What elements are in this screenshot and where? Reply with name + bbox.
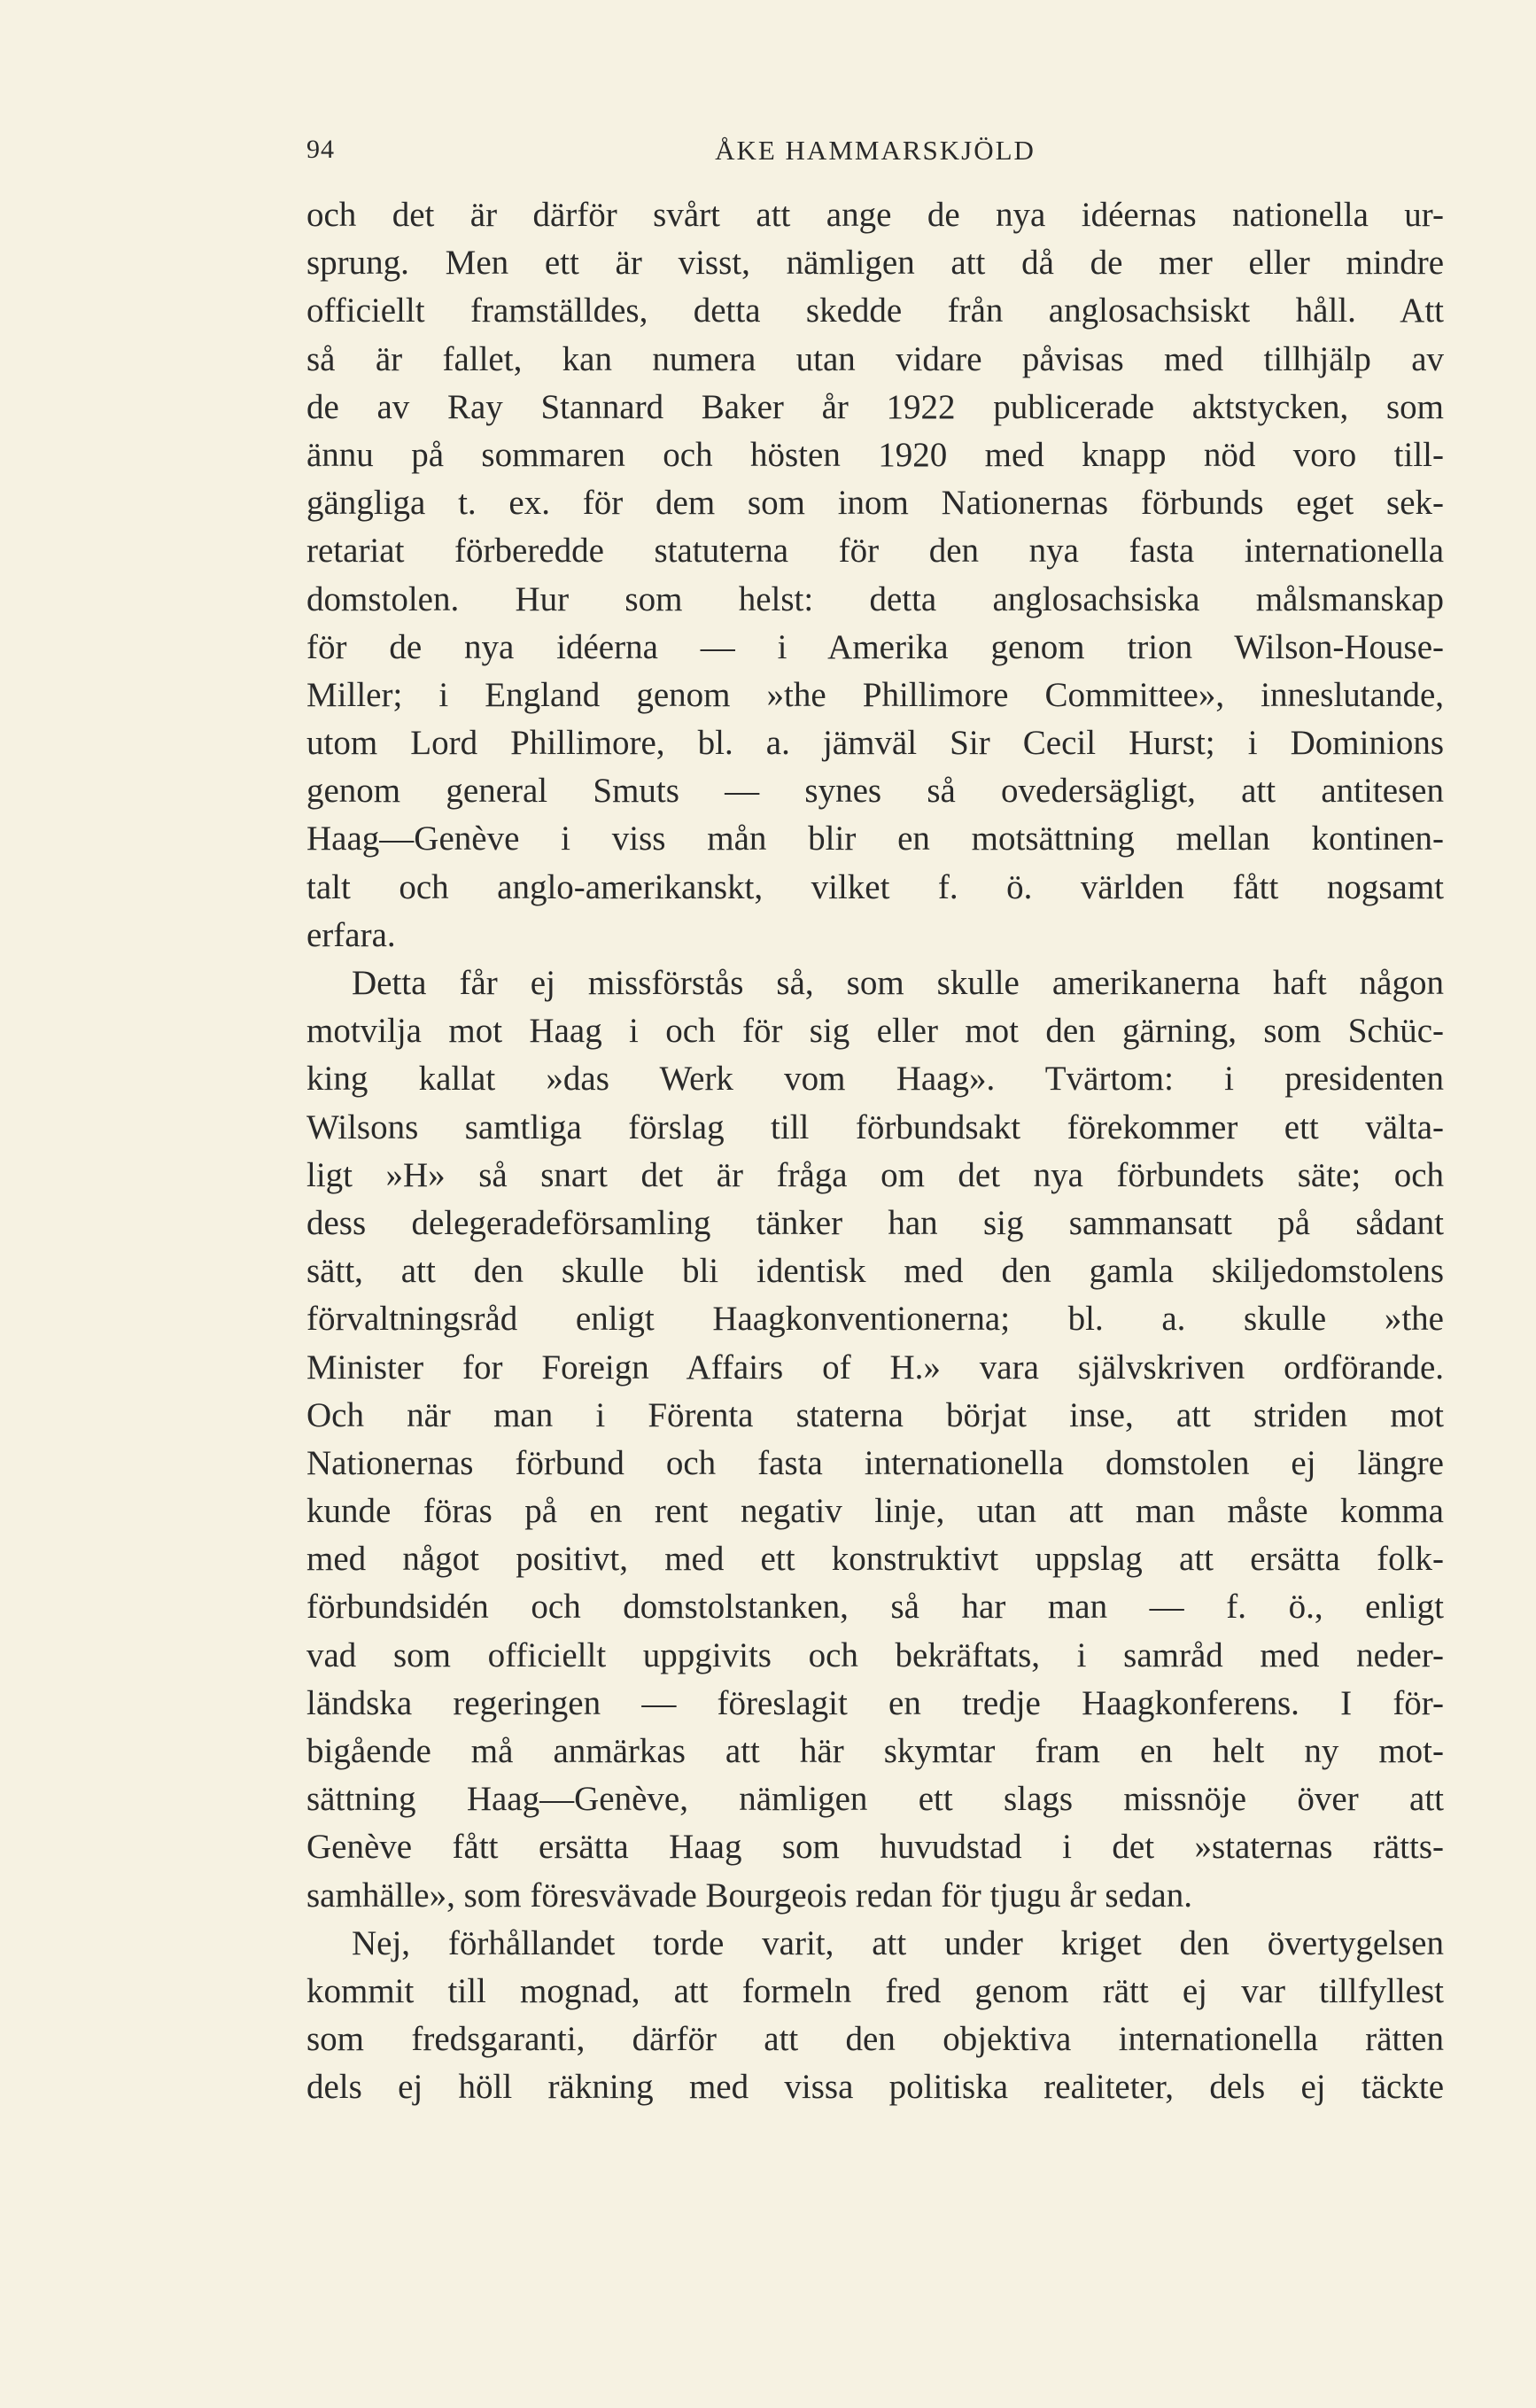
text-line: ännu på sommaren och hösten 1920 med knapp nöd voro till- xyxy=(306,435,1444,474)
text-line: retariat förberedde statuterna för den nya fasta internationella xyxy=(306,532,1444,571)
text-line: Och när man i Förenta staterna börjat inse, att striden mot xyxy=(306,1395,1444,1434)
text-line: Miller; i England genom »the Phillimore Committee», inneslutande, xyxy=(306,675,1444,714)
text-line: vad som officiellt uppgivits och bekräftats, i samråd med neder- xyxy=(306,1635,1444,1674)
text-line: som fredsgaranti, därför att den objektiva internationella rätten xyxy=(306,2020,1444,2059)
text-line: Nationernas förbund och fasta internationella domstolen ej längre xyxy=(306,1443,1444,1482)
text-line: ligt »H» så snart det är fråga om det nya förbundets säte; och xyxy=(306,1155,1444,1194)
text-line: Minister for Foreign Affairs of H.» vara självskriven ordförande. xyxy=(306,1348,1444,1387)
text-line: Detta får ej missförstås så, som skulle amerikanerna haft någon xyxy=(352,964,1444,1002)
text-line: erfara. xyxy=(306,915,396,954)
text-line: genom general Smuts — synes så ovedersägligt, att antitesen xyxy=(306,772,1444,811)
page-header xyxy=(306,135,1444,174)
text-line: dess delegeradeförsamling tänker han sig sammansatt på sådant xyxy=(306,1203,1444,1242)
text-line: de av Ray Stannard Baker år 1922 publicerade aktstycken, som xyxy=(306,387,1444,426)
text-line: Haag—Genève i viss mån blir en motsättning mellan kontinen- xyxy=(306,819,1444,858)
text-line: talt och anglo-amerikanskt, vilket f. ö. världen fått nogsamt xyxy=(306,867,1444,906)
text-line: domstolen. Hur som helst: detta anglosachsiska målsmanskap xyxy=(306,579,1444,618)
text-line: king kallat »das Werk vom Haag». Tvärtom: i presidenten xyxy=(306,1060,1444,1099)
text-line: motvilja mot Haag i och för sig eller mot den gärning, som Schüc- xyxy=(306,1012,1444,1051)
text-line: Wilsons samtliga förslag till förbundsakt förekommer ett välta- xyxy=(306,1107,1444,1146)
text-line: officiellt framställdes, detta skedde från anglosachsiskt håll. Att xyxy=(306,291,1444,330)
text-line: sätt, att den skulle bli identisk med den gamla skiljedomstolens xyxy=(306,1252,1444,1291)
text-line: förbundsidén och domstolstanken, så har man — f. ö., enligt xyxy=(306,1588,1444,1627)
text-line: och det är därför svårt att ange de nya idéernas nationella ur- xyxy=(306,196,1444,234)
text-line: Nej, förhållandet torde varit, att under kriget den övertygelsen xyxy=(352,1923,1444,1962)
text-line: gängliga t. ex. för dem som inom Nationernas förbunds eget sek- xyxy=(306,484,1444,523)
body-text xyxy=(306,191,1444,2112)
text-line: sättning Haag—Genève, nämligen ett slags missnöje över att xyxy=(306,1780,1444,1819)
text-line: samhälle», som föresvävade Bourgeois redan för tjugu år sedan. xyxy=(306,1876,1192,1915)
text-line: kunde föras på en rent negativ linje, utan att man måste komma xyxy=(306,1492,1444,1531)
page-number: 94 xyxy=(306,135,335,164)
text-line: dels ej höll räkning med vissa politiska realiteter, dels ej täckte xyxy=(306,2068,1444,2107)
text-line: Genève fått ersätta Haag som huvudstad i det »staternas rätts- xyxy=(306,1828,1444,1867)
text-line: kommit till mognad, att formeln fred genom rätt ej var tillfyllest xyxy=(306,1971,1444,2010)
text-line: bigående må anmärkas att här skymtar fram en helt ny mot- xyxy=(306,1732,1444,1770)
text-line: med något positivt, med ett konstruktivt uppslag att ersätta folk- xyxy=(306,1540,1444,1579)
text-line: för de nya idéerna — i Amerika genom trion Wilson-House- xyxy=(306,627,1444,666)
text-line: ländska regeringen — föreslagit en tredje Haagkonferens. I för- xyxy=(306,1683,1444,1722)
text-line: så är fallet, kan numera utan vidare påvisas med tillhjälp av xyxy=(306,339,1444,378)
text-line: förvaltningsråd enligt Haagkonventionerna; bl. a. skulle »the xyxy=(306,1300,1444,1339)
running-head: ÅKE HAMMARSKJÖLD xyxy=(715,135,1036,166)
text-line: sprung. Men ett är visst, nämligen att då de mer eller mindre xyxy=(306,244,1444,283)
text-line: utom Lord Phillimore, bl. a. jämväl Sir Cecil Hurst; i Dominions xyxy=(306,724,1444,763)
